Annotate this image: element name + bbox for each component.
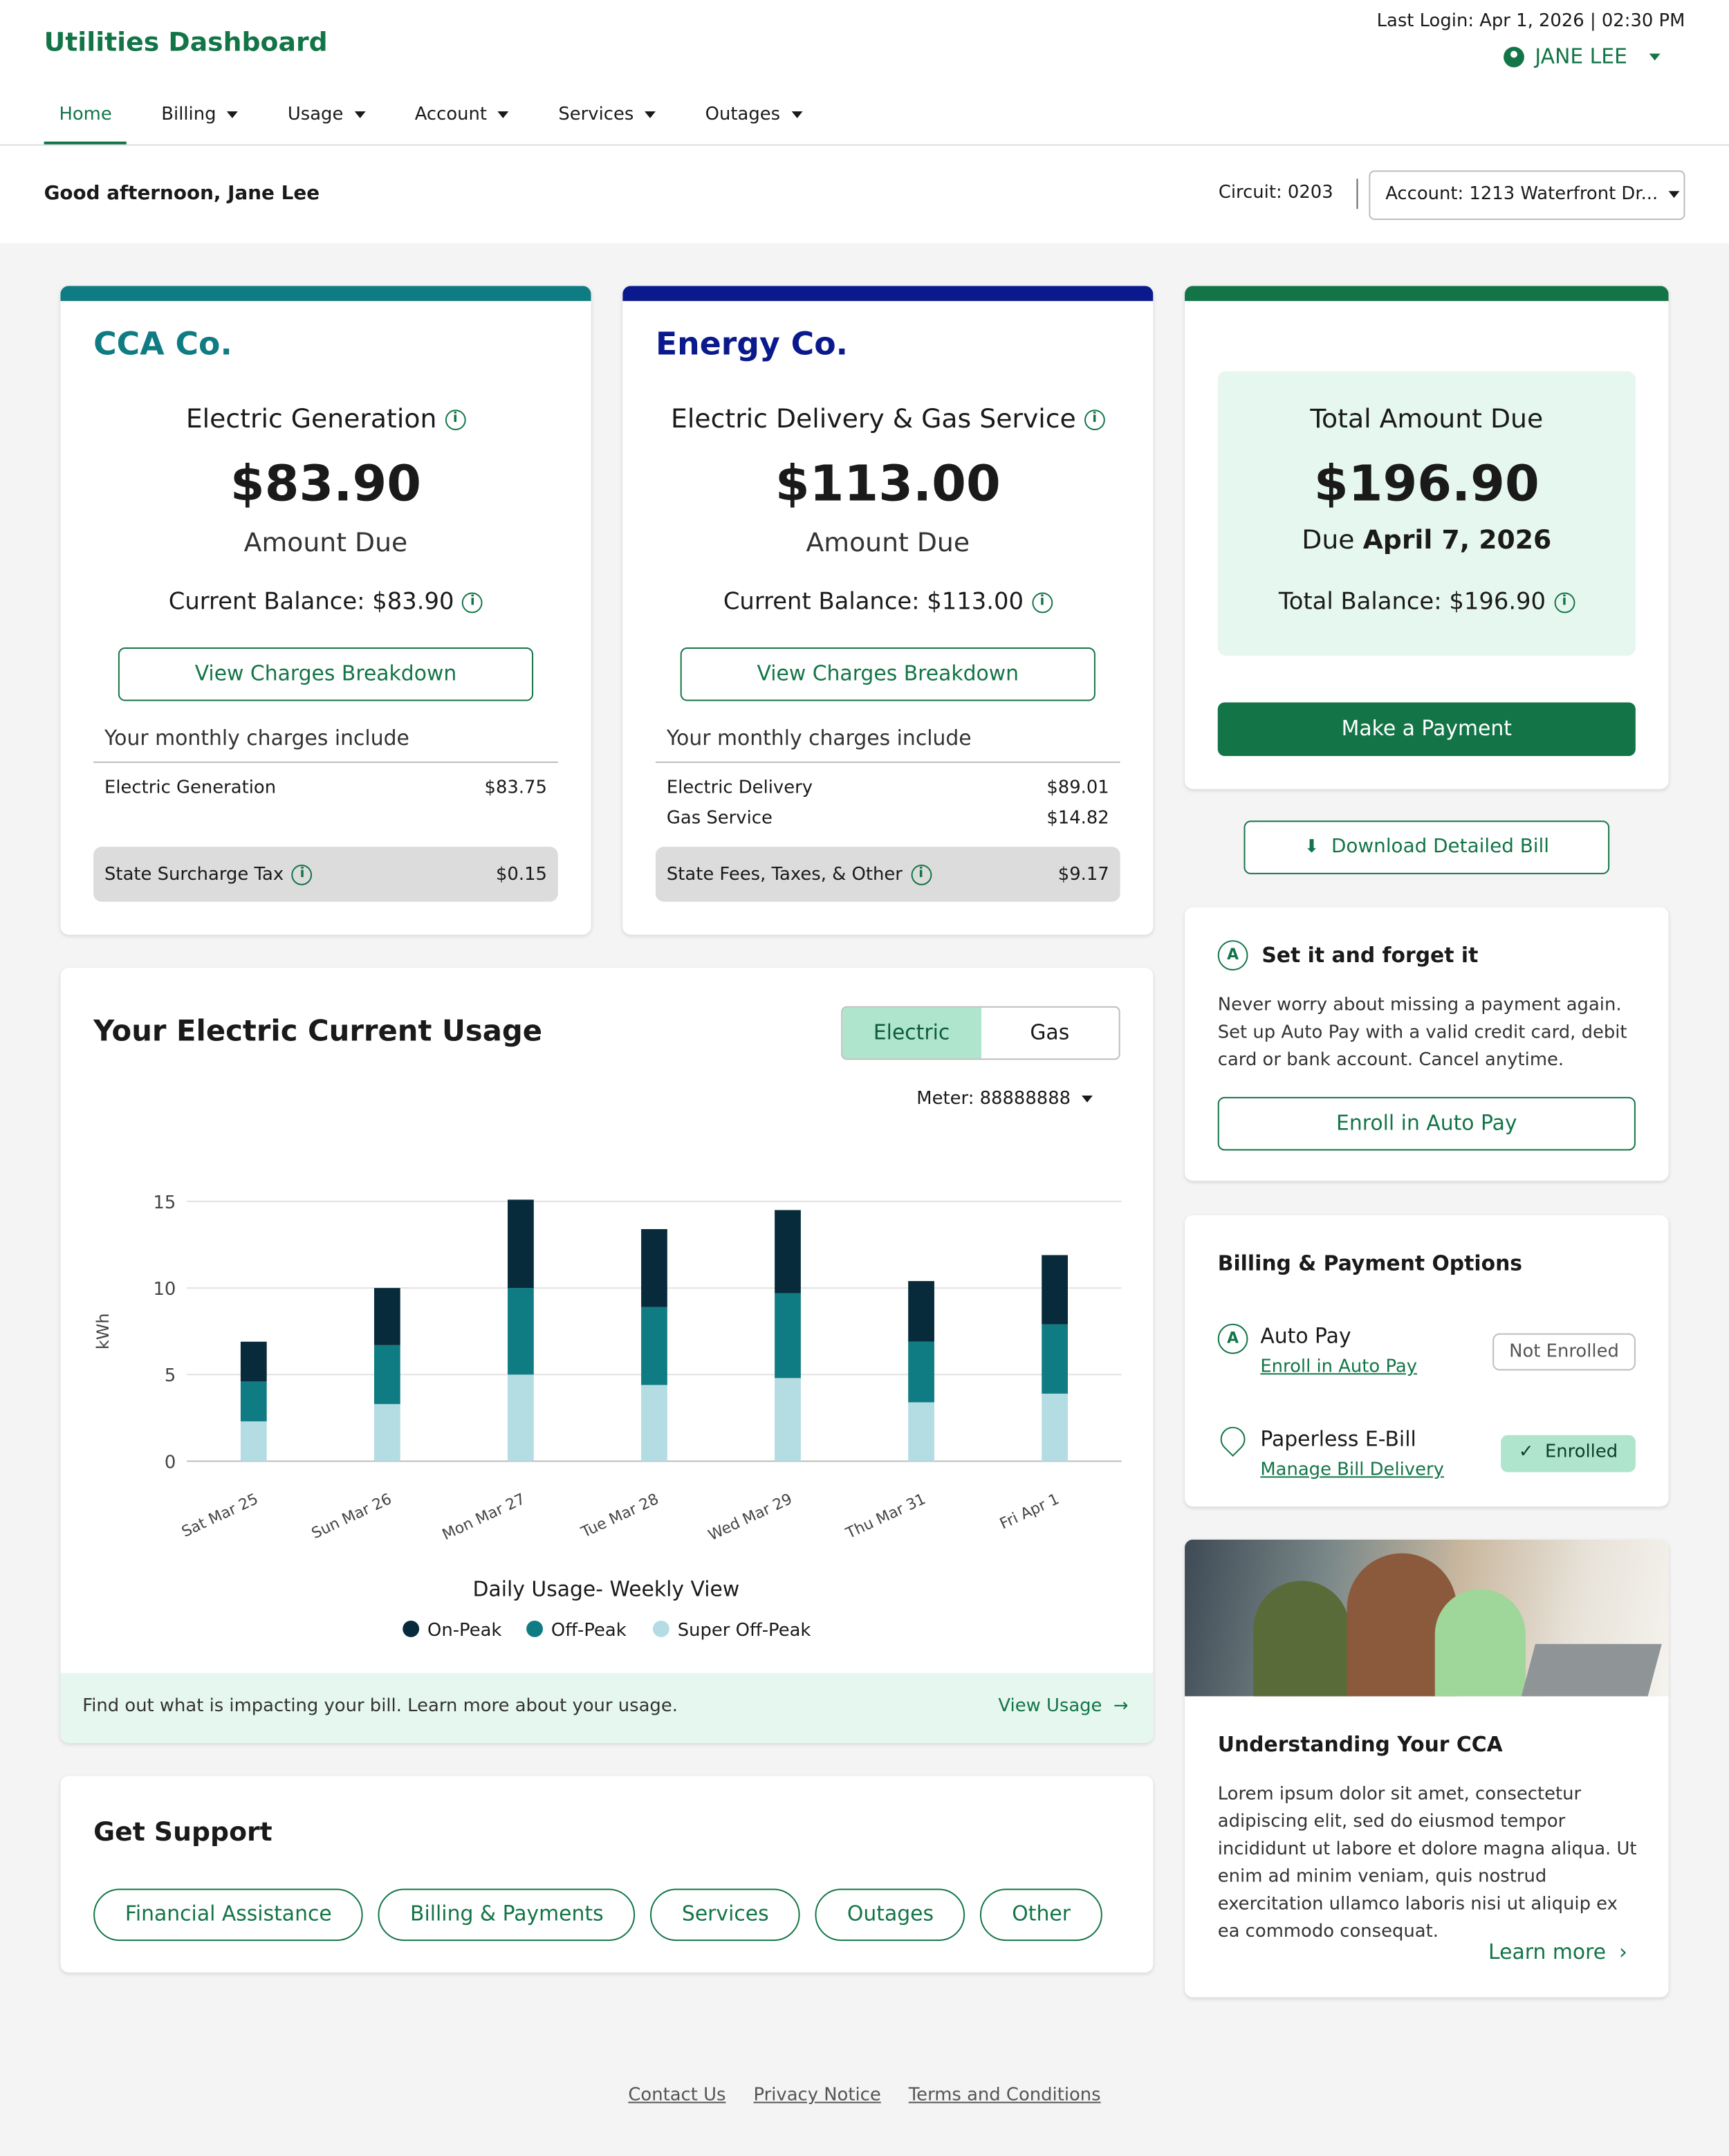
view-charges-button[interactable]: View Charges Breakdown bbox=[681, 647, 1095, 701]
promo-header bbox=[1218, 940, 1479, 970]
due-prefix: Due bbox=[1302, 525, 1355, 555]
nav-outages-label: Outages bbox=[705, 104, 781, 125]
download-bill-button[interactable] bbox=[1244, 820, 1610, 874]
enroll-autopay-link[interactable]: Enroll in Auto Pay bbox=[1260, 1356, 1417, 1378]
total-due-label: Total Amount Due bbox=[1310, 404, 1544, 434]
nav-services[interactable] bbox=[544, 93, 671, 145]
bar-segment bbox=[241, 1381, 267, 1421]
family-photo bbox=[1185, 1540, 1669, 1697]
bar-segment bbox=[641, 1229, 667, 1307]
card-accent-bar bbox=[622, 286, 1153, 301]
info-icon[interactable]: i bbox=[1084, 409, 1105, 430]
total-due-panel bbox=[1218, 371, 1636, 656]
amount-due: $113.00 bbox=[775, 456, 1001, 513]
bar-segment bbox=[775, 1210, 801, 1293]
card-accent-bar bbox=[1185, 286, 1669, 301]
charges-include-label: Your monthly charges include bbox=[104, 726, 409, 751]
bar-segment bbox=[508, 1199, 534, 1288]
toggle-gas[interactable]: Gas bbox=[1030, 1020, 1070, 1045]
charges-include-label: Your monthly charges include bbox=[666, 726, 972, 751]
y-tick-label: 5 bbox=[164, 1365, 176, 1387]
info-icon[interactable]: i bbox=[462, 592, 483, 613]
main-nav bbox=[44, 93, 837, 145]
energy-bill-card bbox=[622, 286, 1153, 934]
support-pill-financial-assistance[interactable]: Financial Assistance bbox=[93, 1889, 363, 1942]
view-usage-label: View Usage bbox=[998, 1696, 1102, 1717]
tax-value: $9.17 bbox=[1057, 864, 1109, 885]
bar-segment bbox=[775, 1293, 801, 1379]
support-card bbox=[60, 1776, 1153, 1973]
view-usage-link[interactable] bbox=[998, 1696, 1128, 1717]
status-badge: Not Enrolled bbox=[1492, 1334, 1636, 1371]
nav-billing-label: Billing bbox=[161, 104, 216, 125]
chart-title: Daily Usage- Weekly View bbox=[472, 1577, 740, 1602]
charge-line bbox=[667, 778, 1109, 799]
autopay-label: Auto Pay bbox=[1260, 1323, 1351, 1349]
tax-row bbox=[656, 847, 1120, 901]
legend-label: On-Peak bbox=[427, 1619, 502, 1641]
account-select[interactable] bbox=[1369, 170, 1685, 220]
y-tick-label: 0 bbox=[164, 1452, 176, 1473]
divider bbox=[1356, 178, 1358, 209]
leaf-icon bbox=[1215, 1421, 1250, 1457]
current-balance bbox=[60, 589, 591, 616]
chevron-down-icon bbox=[645, 111, 656, 118]
charge-value: $14.82 bbox=[1046, 808, 1109, 829]
billing-options-card bbox=[1185, 1215, 1669, 1507]
greeting-bar bbox=[0, 146, 1729, 243]
current-balance-text: Current Balance: $83.90 bbox=[168, 588, 454, 616]
legend-label: Super Off-Peak bbox=[677, 1619, 811, 1641]
autopay-promo-card bbox=[1185, 907, 1669, 1181]
due-date-value: April 7, 2026 bbox=[1362, 525, 1552, 555]
total-balance bbox=[1218, 589, 1636, 616]
photo-laptop bbox=[1522, 1644, 1662, 1697]
bar-segment bbox=[374, 1288, 400, 1345]
bar-segment bbox=[1042, 1325, 1068, 1394]
company-name: CCA Co. bbox=[93, 326, 232, 363]
bar-segment bbox=[641, 1307, 667, 1385]
download-icon: ⬇ bbox=[1304, 837, 1320, 858]
autopay-icon: A bbox=[1218, 1324, 1248, 1354]
footer-link-terms[interactable]: Terms and Conditions bbox=[908, 2085, 1101, 2106]
chevron-down-icon bbox=[1669, 191, 1680, 198]
nav-account-label: Account bbox=[414, 104, 488, 125]
promo-title: Set it and forget it bbox=[1261, 943, 1479, 968]
divider bbox=[656, 762, 1120, 763]
tax-label bbox=[667, 864, 932, 885]
make-payment-button[interactable]: Make a Payment bbox=[1218, 703, 1636, 757]
last-login: Last Login: Apr 1, 2026 | 02:30 PM bbox=[1376, 10, 1685, 32]
x-tick-label: Tue Mar 28 bbox=[578, 1490, 662, 1542]
support-title: Get Support bbox=[93, 1817, 272, 1848]
x-tick-label: Thu Mar 31 bbox=[843, 1490, 929, 1542]
tax-label-text: State Fees, Taxes, & Other bbox=[666, 864, 903, 885]
service-label: Electric Delivery & Gas Service bbox=[671, 404, 1076, 434]
legend-swatch bbox=[653, 1621, 669, 1637]
autopay-icon: A bbox=[1218, 940, 1248, 970]
user-name: JANE LEE bbox=[1535, 44, 1627, 69]
bar-segment bbox=[1042, 1394, 1068, 1462]
circuit-label: Circuit: 0203 bbox=[1218, 183, 1333, 204]
service-title bbox=[60, 404, 591, 434]
bar-segment bbox=[908, 1342, 934, 1403]
x-tick-label: Wed Mar 29 bbox=[705, 1490, 795, 1545]
nav-services-label: Services bbox=[558, 104, 634, 125]
learn-more-link[interactable] bbox=[1488, 1940, 1627, 1964]
chevron-down-icon bbox=[498, 111, 509, 118]
usage-title: Your Electric Current Usage bbox=[93, 1014, 543, 1048]
tax-label-text: State Surcharge Tax bbox=[104, 864, 284, 885]
bar-segment bbox=[641, 1385, 667, 1461]
bar-segment bbox=[374, 1345, 400, 1404]
y-axis-label: kWh bbox=[93, 1313, 113, 1349]
current-balance bbox=[622, 589, 1153, 616]
divider bbox=[93, 762, 558, 763]
charge-line bbox=[104, 778, 547, 799]
status-badge bbox=[1501, 1435, 1636, 1473]
chevron-down-icon bbox=[227, 111, 238, 118]
bar-segment bbox=[775, 1378, 801, 1461]
bar-segment bbox=[508, 1374, 534, 1461]
usage-footer-text: Find out what is impacting your bill. Learn more about your usage. bbox=[82, 1696, 678, 1717]
status-badge-text: Enrolled bbox=[1544, 1441, 1618, 1463]
usage-card bbox=[60, 968, 1153, 1743]
download-bill-label: Download Detailed Bill bbox=[1331, 836, 1549, 858]
chevron-down-icon bbox=[1082, 1096, 1093, 1103]
toggle-electric[interactable]: Electric bbox=[842, 1008, 981, 1059]
y-tick-label: 15 bbox=[153, 1192, 176, 1213]
chevron-right-icon: › bbox=[1619, 1940, 1627, 1964]
nav-home[interactable] bbox=[44, 93, 127, 145]
learn-more-label: Learn more bbox=[1488, 1940, 1607, 1964]
footer-link-contact[interactable]: Contact Us bbox=[628, 2085, 726, 2106]
cca-info-title: Understanding Your CCA bbox=[1217, 1731, 1503, 1757]
meter-label: Meter: 88888888 bbox=[916, 1088, 1071, 1109]
charge-label: Gas Service bbox=[666, 808, 773, 829]
nav-usage-label: Usage bbox=[287, 104, 344, 125]
bar-segment bbox=[908, 1402, 934, 1461]
amount-due: $83.90 bbox=[230, 456, 422, 513]
legend-swatch bbox=[526, 1621, 543, 1637]
legend-swatch bbox=[403, 1621, 419, 1637]
service-title bbox=[622, 404, 1153, 434]
footer-link-privacy[interactable]: Privacy Notice bbox=[753, 2085, 881, 2106]
card-accent-bar bbox=[60, 286, 591, 301]
bar-segment bbox=[508, 1288, 534, 1374]
support-pill-billing-payments[interactable]: Billing & Payments bbox=[378, 1889, 635, 1942]
x-tick-label: Mon Mar 27 bbox=[439, 1490, 528, 1545]
manage-bill-delivery-link[interactable]: Manage Bill Delivery bbox=[1260, 1459, 1444, 1481]
chevron-down-icon bbox=[1649, 53, 1661, 60]
company-name: Energy Co. bbox=[655, 326, 849, 363]
nav-account[interactable] bbox=[400, 93, 524, 145]
info-icon[interactable]: i bbox=[445, 409, 465, 430]
amount-due-label: Amount Due bbox=[806, 528, 970, 558]
legend-label: Off-Peak bbox=[551, 1619, 627, 1641]
nav-billing[interactable] bbox=[146, 93, 253, 145]
x-tick-label: Sun Mar 26 bbox=[308, 1490, 395, 1543]
nav-home-label: Home bbox=[59, 104, 112, 125]
paperless-label: Paperless E-Bill bbox=[1260, 1426, 1416, 1452]
top-bar bbox=[0, 0, 1729, 146]
info-icon[interactable]: i bbox=[1032, 592, 1053, 613]
meter-select[interactable] bbox=[916, 1089, 1093, 1109]
utility-toggle bbox=[841, 1006, 1120, 1060]
user-icon bbox=[1504, 46, 1524, 67]
bar-segment bbox=[241, 1421, 267, 1462]
bar-segment bbox=[374, 1404, 400, 1462]
check-icon: ✓ bbox=[1518, 1441, 1534, 1463]
bar-segment bbox=[1042, 1255, 1068, 1325]
brand-title[interactable]: Utilities Dashboard bbox=[44, 27, 328, 58]
service-label: Electric Generation bbox=[185, 404, 437, 434]
info-icon[interactable]: i bbox=[292, 864, 313, 885]
cca-info-card bbox=[1185, 1540, 1669, 1998]
charge-label: Electric Generation bbox=[104, 777, 277, 799]
charge-line bbox=[667, 809, 1109, 829]
cca-bill-card bbox=[60, 286, 591, 934]
y-tick-label: 10 bbox=[153, 1279, 176, 1300]
support-pill-other[interactable]: Other bbox=[981, 1889, 1102, 1942]
photo-figure bbox=[1435, 1589, 1526, 1696]
current-balance-text: Current Balance: $113.00 bbox=[723, 588, 1024, 616]
bar-segment bbox=[241, 1342, 267, 1382]
usage-footer bbox=[60, 1673, 1153, 1743]
arrow-right-icon: → bbox=[1113, 1696, 1129, 1717]
cca-info-description: Lorem ipsum dolor sit amet, consectetur adipiscing elit, sed do eiusmod tempor incididunt ut labore et dolore magna aliqua. Ut enim ad minim veniam, quis nostrud exercitation ullamco laboris nisi ut aliquip ex ea commodo consequat. bbox=[1217, 1784, 1637, 1943]
charge-value: $83.75 bbox=[484, 777, 547, 799]
info-icon[interactable]: i bbox=[911, 864, 932, 885]
x-tick-label: Fri Apr 1 bbox=[997, 1490, 1062, 1533]
chevron-down-icon bbox=[354, 111, 365, 118]
due-date bbox=[1218, 525, 1636, 555]
charge-label: Electric Delivery bbox=[666, 777, 813, 799]
charge-value: $89.01 bbox=[1046, 777, 1109, 799]
tax-row bbox=[93, 847, 558, 901]
support-pill-outages[interactable]: Outages bbox=[815, 1889, 965, 1942]
view-charges-button[interactable]: View Charges Breakdown bbox=[118, 647, 533, 701]
bar-segment bbox=[908, 1281, 934, 1342]
support-pills bbox=[93, 1889, 1102, 1942]
x-tick-label: Sat Mar 25 bbox=[179, 1490, 261, 1541]
info-icon[interactable]: i bbox=[1554, 592, 1575, 613]
support-pill-services[interactable]: Services bbox=[650, 1889, 800, 1942]
greeting-text: Good afternoon, Jane Lee bbox=[44, 183, 320, 205]
total-balance-text: Total Balance: $196.90 bbox=[1278, 588, 1546, 616]
enroll-autopay-button[interactable]: Enroll in Auto Pay bbox=[1218, 1097, 1636, 1151]
page-footer bbox=[0, 2085, 1729, 2106]
user-menu[interactable] bbox=[1504, 44, 1661, 69]
usage-chart bbox=[60, 1160, 1153, 1668]
total-due-card bbox=[1185, 286, 1669, 789]
nav-usage[interactable] bbox=[272, 93, 380, 145]
chevron-down-icon bbox=[791, 111, 802, 118]
photo-figure bbox=[1253, 1581, 1349, 1696]
account-select-value: Account: 1213 Waterfront Dr... bbox=[1385, 184, 1658, 205]
options-title: Billing & Payment Options bbox=[1217, 1251, 1523, 1276]
tax-value: $0.15 bbox=[495, 864, 547, 885]
tax-label bbox=[104, 864, 313, 885]
nav-outages[interactable] bbox=[690, 93, 817, 145]
promo-description: Never worry about missing a payment again. Set up Auto Pay with a valid credit card, debit card or bank account. Cancel anytime. bbox=[1217, 995, 1627, 1071]
total-due-amount: $196.90 bbox=[1313, 456, 1540, 513]
amount-due-label: Amount Due bbox=[243, 528, 408, 558]
